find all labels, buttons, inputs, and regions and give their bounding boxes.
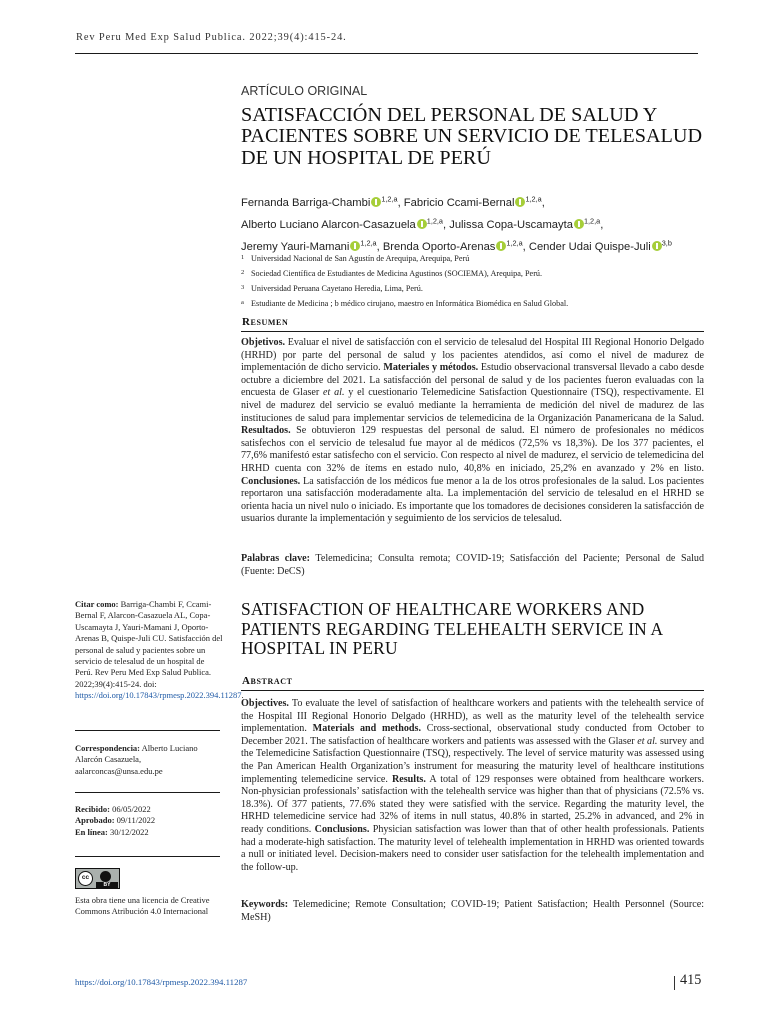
title-english: SATISFACTION OF HEALTHCARE WORKERS AND PATIENTS REGARDING TELEHEALTH SERVICE IN A HOSPITAL IN PERU [241,599,663,659]
by-label: BY [96,882,118,888]
orcid-icon[interactable] [652,241,662,251]
abstract-rule [241,690,704,691]
abstract-heading: Abstract [242,675,293,687]
author-affiliation: 1,2,a [360,237,377,247]
affiliation-list [241,251,711,311]
author-name: Brenda Oporto-Arenas [382,240,496,253]
orcid-icon[interactable] [574,219,584,229]
received-date: Recibido: 06/05/2022 [75,804,151,814]
keywords-spanish: Palabras clave: Telemedicina; Consulta remota; COVID-19; Satisfacción del Paciente; Personal de Salud (Fuente: DeCS) [241,553,704,577]
affiliation-item: 2 Sociedad Científica de Estudiantes de Medicina Agustinos (SOCIEMA), Arequipa, Perú. [241,268,543,278]
dates-block [75,804,223,838]
affiliation-item: 1 Universidad Nacional de San Agustín de Arequipa, Arequipa, Perú [241,254,470,263]
orcid-icon[interactable] [496,241,506,251]
abstract-body: Objectives. To evaluate the level of satisfaction of healthcare workers and patients with the telehealth service of the Hospital III Regional Honorio Delgado (HRHD), as well as the maturity level of the telehealth service implementation. Materials and methods. Cross-sectional, observational study conducted from October to December 2021. The satisfaction of healthcare workers and patients was assessed with the Glaser et al. survey and the Telemedicine Satisfaction Questionnaire (TSQ), respectively. The level of service maturity was assessed using the Pan American Health Organization’s instrument for measuring the maturity level of healthcare institutions implementing telemedicine service. Results. A total of 129 responses were obtained from healthcare workers. Non-physician professionals’ satisfaction with the telehealth service was higher than that of physicians (72.5% vs. 18.3%). Of 377 patients, 77.6% stated they were satisfied with the service. Regarding the maturity level, the HRHD telemedicine service had 32% of items in null status, 40.8% in started, 25.2% in advanced, and 2% in ready conditions. Conclusions. Physician satisfaction was lower than that of other health professionals. Patients had a moderate-high satisfaction. The maturity level of telehealth implementation in HRHD was oriented towards a null or initiated level. Decision-makers need to consider user satisfaction for the telehealth implementation and the follow-up. [241,698,705,873]
author-list [241,190,711,256]
affiliation-item: a Estudiante de Medicina ; b médico cirujano, maestro en Informática Biomédica en Salud Global. [241,298,569,308]
orcid-icon[interactable] [371,197,381,207]
cc-icon: cc [78,871,93,886]
attribution-icon [100,871,111,882]
author-affiliation: 1,2,a [506,237,523,247]
author-name: Fabricio Ccami-Bernal [403,196,515,209]
author-name: Jeremy Yauri-Mamani [241,240,350,253]
author-name: Cender Udai Quispe-Juli [528,240,651,253]
article-type: ARTÍCULO ORIGINAL [241,84,368,98]
citation-block: Citar como: Barriga-Chambi F, Ccami-Bernal F, Alarcon-Casazuela AL, Copa-Uscamayta J, Yauri-Mamani J, Oporto-Arenas B, Quispe-Juli CU. Satisfacción del personal de salud y pacientes sobre un servicio de telesalud de un hospital de Perú. Rev Peru Med Exp Salud Publica. 2022;39(4):415-24. doi: https://doi.org/10.17843/rpmesp.2022.394.11287. [75,599,244,701]
affiliation-item: 3 Universidad Peruana Cayetano Heredia, Lima, Perú. [241,283,423,293]
author-1[interactable]: Fernanda Barriga-Chambi $^{1,2,a}$, [241,194,404,209]
sidebar-divider [75,792,220,793]
title-spanish: SATISFACCIÓN DEL PERSONAL DE SALUD Y PACIENTES SOBRE UN SERVICIO DE TELESALUD DE UN HOSPITAL DE PERÚ [241,104,703,169]
resumen-body: Objetivos. Evaluar el nivel de satisfacción con el servicio de telesalud del Hospital III Regional Honorio Delgado (HRHD) por parte del personal de salud y los pacientes atendidos, así como el nivel de madurez de implementación de dicho servicio. Materiales y métodos. Estudio observacional transversal llevado a cabo desde octubre a diciembre del 2021. La satisfacción del personal de salud y de los pacientes fueron evaluadas con la encuesta de Glaser et al. y el cuestionario Telemedicine Satisfaction Questionnaire (TSQ), respectivamente. El nivel de madurez del servicio se evaluó mediante la herramienta de medición del nivel de madurez de las instituciones de salud para implementar servicios de telemedicina de la Organización Panamericana de la Salud. Resultados. Se obtuvieron 129 respuestas del personal de salud. El número de profesionales no médicos satisfechos con el servicio de telesalud fue mayor al de médicos (72,5% vs 18,3%). De los 377 pacientes, el 77,6% manifestó estar satisfecho con el servicio. Con respecto al nivel de madurez, el servicio de telemedicina del HRHD cuenta con 32% de ítems en estado nulo, 40,8% en iniciado, 25,2% en avanzado y 2% en listo. Conclusiones. La satisfacción de los médicos fue menor a la de los otros profesionales de la salud. Los pacientes reportaron una satisfacción moderadamente alta. La implementación del servicio de telesalud en el HRHD se orienta hacia un nivel nulo o iniciado. Es importante que los tomadores de decisiones consideren la satisfacción de usuarios durante la implementación y seguimiento de los servicios de telesalud. [241,337,705,525]
header-rule [75,53,698,54]
footer-doi-link[interactable]: https://doi.org/10.17843/rpmesp.2022.394.11287 [75,977,248,987]
author-affiliation: 1,2,a [381,194,398,203]
author-2[interactable]: Fabricio Ccami-Bernal $^{1,2,a}$, [403,194,545,209]
citation-doi-link[interactable]: https://doi.org/10.17843/rpmesp.2022.394.11287 [75,690,242,701]
author-5[interactable]: Jeremy Yauri-Mamani $^{1,2,a}$, [241,237,383,253]
keywords-english: Keywords: Telemedicine; Remote Consultation; COVID-19; Patient Satisfaction; Health Personnel (Source: MeSH) [241,899,704,923]
author-4[interactable]: Julissa Copa-Uscamayta $^{1,2,a}$, [449,215,604,231]
author-affiliation: 1,2,a [426,215,443,225]
author-affiliation: 1,2,a [583,215,601,225]
page-number: 415 [680,972,702,988]
author-affiliation: 3,b [661,237,672,247]
sidebar-divider [75,856,220,857]
license-text: Esta obra tiene una licencia de Creative Commons Atribución 4.0 Internacional [75,895,210,917]
author-3[interactable]: Alberto Luciano Alarcon-Casazuela $^{1,2,a}$, [241,215,450,231]
page-number-separator [674,976,675,990]
author-6[interactable]: Brenda Oporto-Arenas $^{1,2,a}$, [382,237,529,253]
author-name: Alberto Luciano Alarcon-Casazuela [241,218,416,231]
orcid-icon[interactable] [350,241,360,251]
running-head: Rev Peru Med Exp Salud Publica. 2022;39(4):415-24. [76,32,347,43]
orcid-icon[interactable] [515,197,525,207]
resumen-rule [241,331,704,332]
online-date: En línea: 30/12/2022 [75,826,149,837]
author-affiliation: 1,2,a [525,194,542,203]
sidebar-divider [75,730,220,731]
cc-by-license-icon[interactable] [75,868,120,889]
approved-date: Aprobado: 09/11/2022 [75,815,156,826]
resumen-heading: Resumen [242,316,289,328]
correspondence-block: Correspondencia: Alberto Luciano Alarcón Casazuela, aalarconcas@unsa.edu.pe [75,743,198,776]
author-name: Fernanda Barriga-Chambi [241,196,371,209]
orcid-icon[interactable] [417,219,427,229]
author-name: Julissa Copa-Uscamayta [449,218,573,231]
